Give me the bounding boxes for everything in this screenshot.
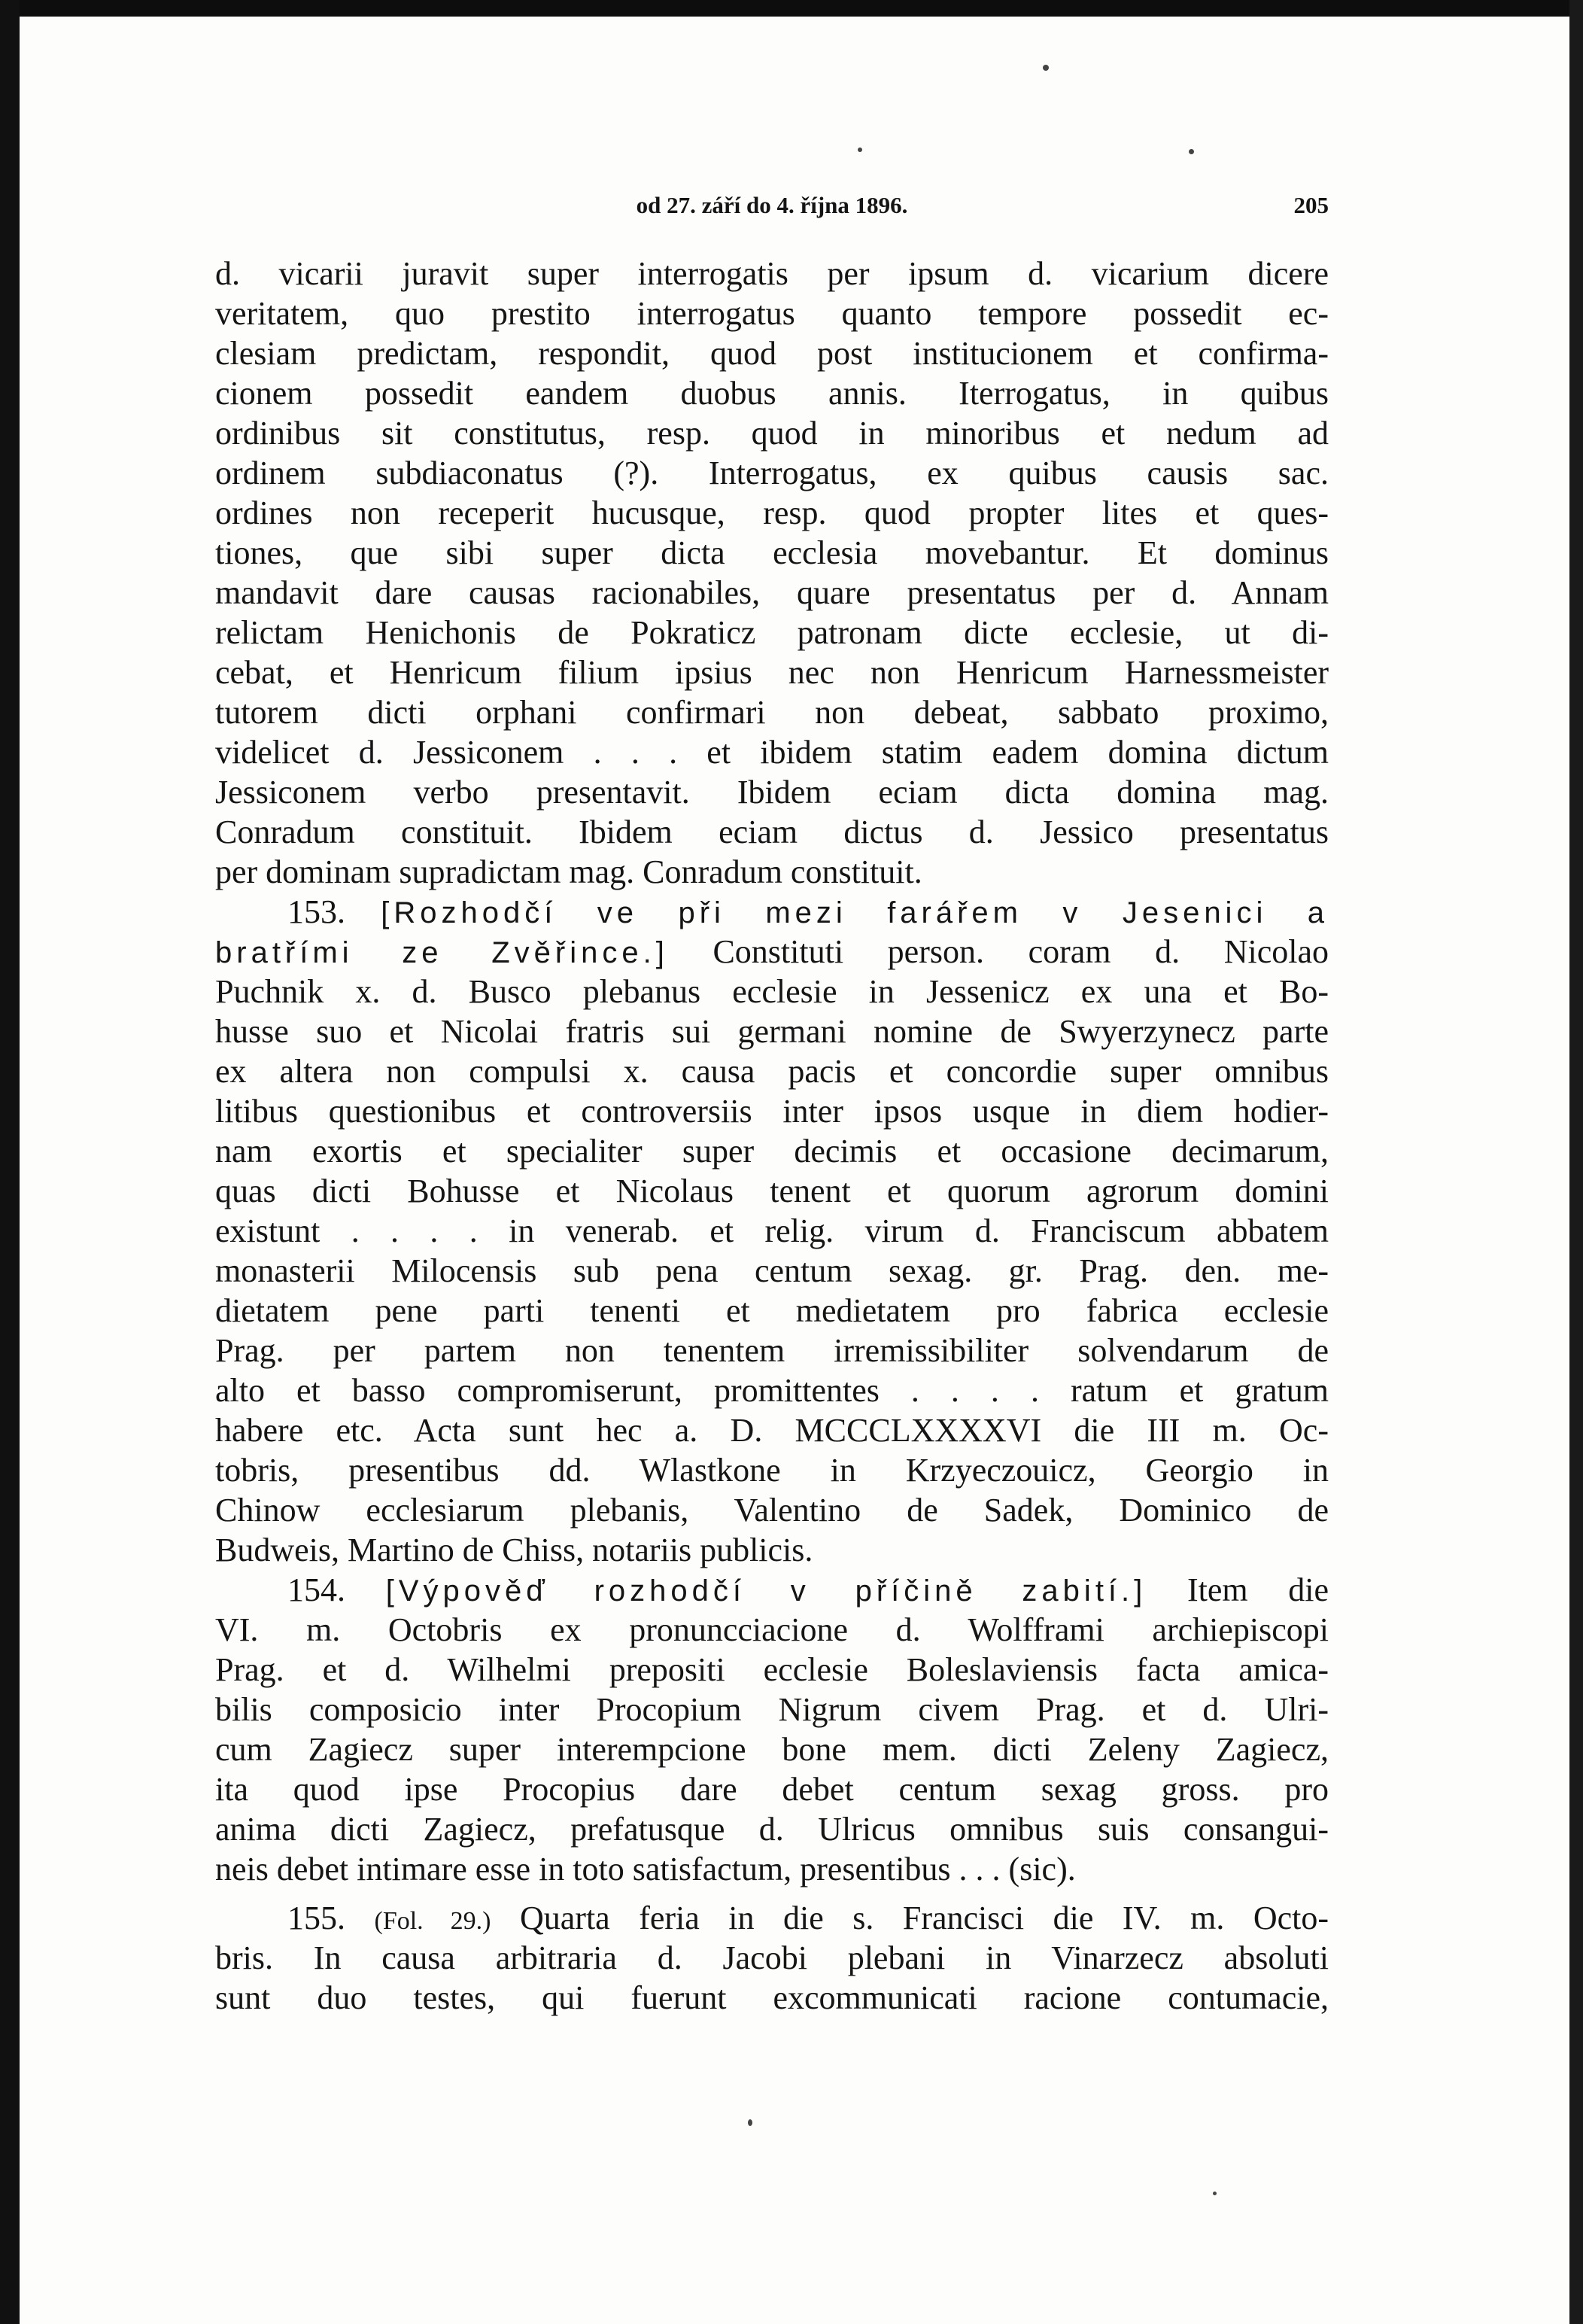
entry-number: 154.	[287, 1571, 345, 1608]
text-line: bris. In causa arbitraria d. Jacobi plebani in Vinarzecz absoluti	[215, 1939, 1329, 1976]
text-line: bilis composicio inter Procopium Nigrum civem Prag. et d. Ulri-	[215, 1691, 1329, 1728]
dust-speck	[1189, 149, 1194, 154]
scan-border-left	[0, 0, 20, 2324]
text-line: Jessiconem verbo presentavit. Ibidem eciam dicta domina mag.	[215, 774, 1329, 811]
body-text	[215, 254, 1329, 2018]
text-line: Chinow ecclesiarum plebanis, Valentino de Sadek, Dominico de	[215, 1492, 1329, 1529]
text-line: existunt . . . . in venerab. et relig. virum d. Franciscum abbatem	[215, 1212, 1329, 1249]
text-line: litibus questionibus et controversiis inter ipsos usque in diem hodier-	[215, 1093, 1329, 1130]
text-line: mandavit dare causas racionabiles, quare presentatus per d. Annam	[215, 574, 1329, 611]
text-line: tutorem dicti orphani confirmari non debeat, sabbato proximo,	[215, 694, 1329, 731]
entry-154-first-line	[215, 1570, 1329, 1610]
text-line: ex altera non compulsi x. causa pacis et concordie super omnibus	[215, 1053, 1329, 1090]
text-line: Conradum constituit. Ibidem eciam dictus d. Jessico presentatus	[215, 814, 1329, 850]
dust-speck	[1043, 65, 1049, 71]
text-line: husse suo et Nicolai fratris sui germani nomine de Swyerzynecz parte	[215, 1013, 1329, 1050]
text-line: videlicet d. Jessiconem . . . et ibidem statim eadem domina dictum	[215, 734, 1329, 771]
text-line: neis debet intimare esse in toto satisfactum, presentibus . . . (sic).	[215, 1851, 1076, 1887]
entry-heading: bratřími ze Zvěřince.]	[215, 936, 669, 969]
text-line: dietatem pene parti tenenti et medietatem pro fabrica ecclesie	[215, 1292, 1329, 1329]
text-line: cum Zagiecz super interempcione bone mem. dicti Zeleny Zagiecz,	[215, 1731, 1329, 1768]
entry-heading: [Výpověď rozhodčí v příčině zabití.]	[385, 1574, 1147, 1608]
text-line: ordinem subdiaconatus (?). Interrogatus, ex quibus causis sac.	[215, 455, 1329, 491]
text-line: nam exortis et specialiter super decimis et occasione decimarum,	[215, 1133, 1329, 1170]
text-line: habere etc. Acta sunt hec a. D. MCCCLXXXXVI die III m. Oc-	[215, 1412, 1329, 1449]
text-line: Prag. et d. Wilhelmi prepositi ecclesie Boleslaviensis facta amica-	[215, 1651, 1329, 1688]
text-line: monasterii Milocensis sub pena centum sexag. gr. Prag. den. me-	[215, 1252, 1329, 1289]
text-line: tobris, presentibus dd. Wlastkone in Krzyeczouicz, Georgio in	[215, 1452, 1329, 1489]
entry-155-first-line	[215, 1898, 1329, 1938]
text-line: Prag. per partem non tenentem irremissibiliter solvendarum de	[215, 1332, 1329, 1369]
text-line: per dominam supradictam mag. Conradum constituit.	[215, 853, 922, 890]
page-number: 205	[1293, 192, 1329, 218]
text-line: relictam Henichonis de Pokraticz patronam dicte ecclesie, ut di-	[215, 614, 1329, 651]
running-title: od 27. září do 4. října 1896.	[636, 192, 908, 218]
text-line: tiones, que sibi super dicta ecclesia movebantur. Et dominus	[215, 534, 1329, 571]
page-content	[215, 192, 1329, 2018]
text-fragment: Constituti person. coram d. Nicolao	[668, 933, 1329, 970]
entry-number: 155.	[287, 1900, 345, 1936]
text-fragment: Quarta feria in die s. Francisci die IV. m. Octo-	[491, 1900, 1329, 1936]
folio-reference: (Fol. 29.)	[374, 1907, 491, 1935]
text-line: ordines non receperit hucusque, resp. quod propter lites et ques-	[215, 494, 1329, 531]
entry-153-first-line	[215, 892, 1329, 932]
text-line: sunt duo testes, qui fuerunt excommunicati racione contumacie,	[215, 1979, 1329, 2016]
text-line: ordinibus sit constitutus, resp. quod in minoribus et nedum ad	[215, 415, 1329, 452]
text-fragment: Item die	[1147, 1571, 1329, 1608]
entry-heading: [Rozhodčí ve při mezi farářem v Jesenici a	[381, 896, 1329, 929]
text-line: VI. m. Octobris ex pronuncciacione d. Wolfframi archiepiscopi	[215, 1611, 1329, 1648]
dust-speck	[748, 2119, 752, 2126]
dust-speck	[1213, 2192, 1217, 2195]
text-line: Budweis, Martino de Chiss, notariis publicis.	[215, 1532, 813, 1568]
text-line: d. vicarii juravit super interrogatis per ipsum d. vicarium dicere	[215, 255, 1329, 292]
running-head	[215, 192, 1329, 227]
text-line: cebat, et Henricum filium ipsius nec non Henricum Harnessmeister	[215, 654, 1329, 691]
dust-speck	[858, 148, 862, 152]
scan-border-top	[0, 0, 1583, 17]
text-line: anima dicti Zagiecz, prefatusque d. Ulricus omnibus suis consangui-	[215, 1811, 1329, 1848]
text-line: clesiam predictam, respondit, quod post institucionem et confirma-	[215, 335, 1329, 372]
text-line: veritatem, quo prestito interrogatus quanto tempore possedit ec-	[215, 295, 1329, 332]
entry-number: 153.	[287, 893, 345, 930]
entry-153-second-line	[215, 932, 1329, 972]
scan-border-right	[1569, 0, 1583, 2324]
text-line: quas dicti Bohusse et Nicolaus tenent et quorum agrorum domini	[215, 1173, 1329, 1209]
text-line: Puchnik x. d. Busco plebanus ecclesie in Jessenicz ex una et Bo-	[215, 973, 1329, 1010]
text-line: ita quod ipse Procopius dare debet centum sexag gross. pro	[215, 1771, 1329, 1808]
text-line: cionem possedit eandem duobus annis. Iterrogatus, in quibus	[215, 375, 1329, 412]
text-line: alto et basso compromiserunt, promittentes . . . . ratum et gratum	[215, 1372, 1329, 1409]
